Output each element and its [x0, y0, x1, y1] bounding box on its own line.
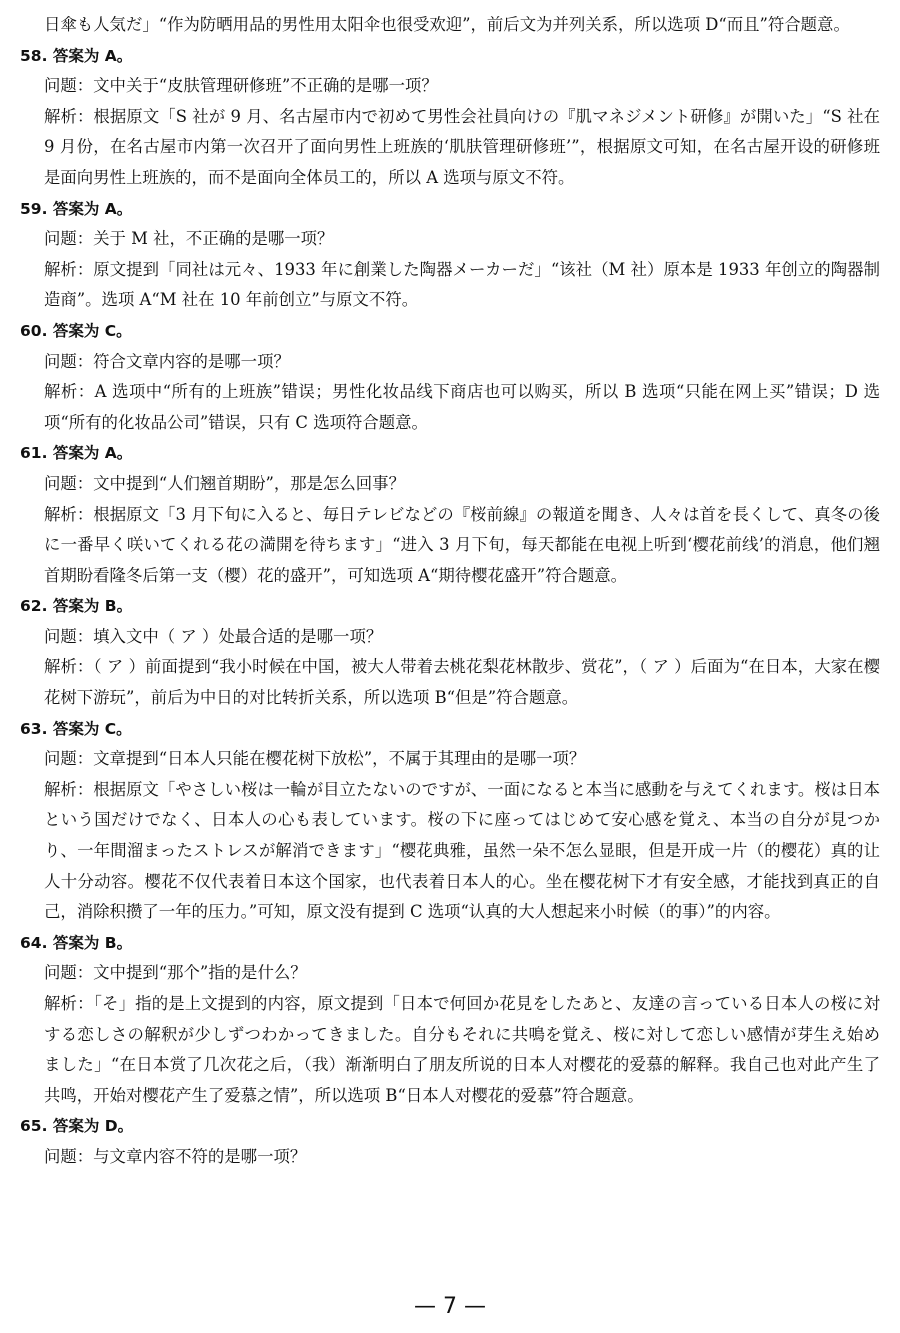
answer-block-59 — [20, 194, 880, 316]
answer-heading: 64. 答案为 B。 — [20, 933, 133, 952]
answer-heading: 61. 答案为 A。 — [20, 444, 133, 463]
analysis-text: 解析：（ ア ）前面提到“我小时候在中国，被大人带着去桃花梨花林散步、赏花”，（ ア ）后面为“在日本，大家在樱花树下游玩”，前后为中日的对比转折关系，所以选项 B“但是”符合题意。 — [44, 657, 880, 708]
page-number: — 7 — — [414, 1294, 486, 1319]
analysis-text: 解析：原文提到「同社は元々、1933 年に創業した陶器メーカーだ」“该社（M 社）原本是 1933 年创立的陶器制造商”。选项 A“M 社在 10 年前创立”与原文不符。 — [44, 259, 880, 310]
answer-heading: 58. 答案为 A。 — [20, 46, 133, 65]
answer-block-64 — [20, 928, 880, 1112]
analysis-text: 解析：根据原文「やさしい桜は一輪が目立たないのですが、一面になると本当に感動を与えてくれます。桜は日本という国だけでなく、日本人の心も表しています。桜の下に座ってはじめて安心感を覚え、本当の自分が見つかり、一年間溜まったストレスが解消できます」“樱花典雅，虽然一朵不怎么显眼，但是开成一片（的樱花）真的让人十分动容。樱花不仅代表着日本这个国家，也代表着日本人的心。坐在樱花树下才有安全感，才能找到真正的自己，消除积攒了一年的压力。”可知，原文没有提到 C 选项“认真的大人想起来小时候（的事）”的内容。 — [44, 779, 880, 922]
question-text: 问题：符合文章内容的是哪一项？ — [44, 351, 290, 371]
analysis-text: 解析：「そ」指的是上文提到的内容，原文提到「日本で何回か花見をしたあと、友達の言っている日本人の桜に対する恋しさの解釈が少しずつわかってきました。自分もそれに共鳴を覚え、桜に対して恋しい感情が芽生え始めました」“在日本赏了几次花之后，（我）渐渐明白了朋友所说的日本人对樱花的爱慕的解释。我自己也对此产生了共鸣，开始对樱花产生了爱慕之情”，所以选项 B“日本人对樱花的爱慕”符合题意。 — [44, 994, 880, 1105]
answer-block-58 — [20, 41, 880, 194]
answer-heading: 65. 答案为 D。 — [20, 1117, 134, 1136]
answer-block-63 — [20, 714, 880, 928]
question-text: 问题：文章提到“日本人只能在樱花树下放松”，不属于其理由的是哪一项？ — [44, 749, 586, 769]
answer-block-65 — [20, 1111, 880, 1172]
answer-heading: 63. 答案为 C。 — [20, 719, 132, 738]
analysis-text: 解析：A 选项中“所有的上班族”错误；男性化妆品线下商店也可以购买，所以 B 选项“只能在网上买”错误；D 选项“所有的化妆品公司”错误，只有 C 选项符合题意。 — [44, 382, 880, 432]
continued-analysis-text: 日傘も人気だ」“作为防晒用品的男性用太阳伞也很受欢迎”，前后文为并列关系，所以选项 D“而且”符合题意。 — [44, 15, 850, 34]
analysis-text: 解析：根据原文「3 月下旬に入ると、毎日テレビなどの『桜前線』の報道を聞き、人々は首を長くして、真冬の後に一番早く咲いてくれる花の満開を待ちます」“进入 3 月下旬，每天都能在电视上听到‘樱花前线’的消息，他们翘首期盼看隆冬后第一支（樱）花的盛开”，可知选项 A“期待樱花盛开”符合题意。 — [44, 504, 880, 585]
question-text: 问题：文中关于“皮肤管理研修班”不正确的是哪一项？ — [44, 76, 438, 96]
answer-block-60 — [20, 316, 880, 438]
answer-heading: 62. 答案为 B。 — [20, 597, 133, 616]
analysis-text: 解析：根据原文「S 社が 9 月、名古屋市内で初めて男性会社員向けの『肌マネジメント研修』が開いた」“S 社在 9 月份，在名古屋市内第一次召开了面向男性上班族的‘肌肤管理研修班’”，根据原文可知，在名古屋开设的研修班是面向男性上班族的，而不是面向全体员工的，所以 A 选项与原文不符。 — [44, 106, 880, 187]
answer-block-62 — [20, 591, 880, 713]
question-text: 问题：关于 M 社，不正确的是哪一项？ — [44, 229, 334, 249]
question-text: 问题：与文章内容不符的是哪一项？ — [44, 1146, 307, 1166]
answer-block-61 — [20, 438, 880, 591]
question-text: 问题：文中提到“那个”指的是什么？ — [44, 963, 307, 983]
question-text: 问题：文中提到“人们翘首期盼”，那是怎么回事？ — [44, 473, 405, 493]
question-text: 问题：填入文中（ ア ）处最合适的是哪一项？ — [44, 626, 383, 646]
answer-heading: 59. 答案为 A。 — [20, 199, 133, 218]
answer-heading: 60. 答案为 C。 — [20, 321, 132, 340]
